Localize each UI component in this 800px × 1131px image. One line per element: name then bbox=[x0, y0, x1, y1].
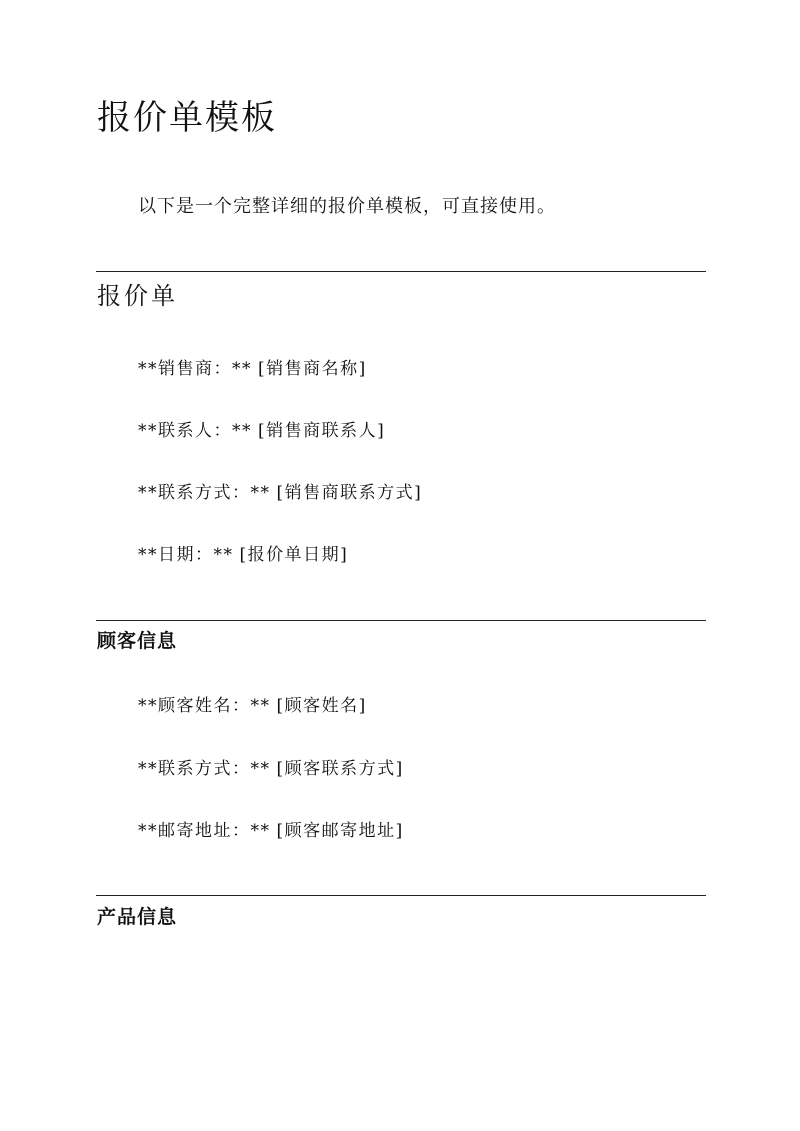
field-label: **顾客姓名：** bbox=[138, 696, 271, 716]
field-customer-address bbox=[138, 819, 404, 843]
intro-text: 以下是一个完整详细的报价单模板，可直接使用。 bbox=[138, 196, 556, 217]
field-label: **联系方式：** bbox=[138, 483, 271, 503]
field-seller bbox=[138, 357, 367, 381]
field-customer-name bbox=[138, 694, 367, 718]
section-divider bbox=[96, 271, 706, 272]
field-label: **销售商：** bbox=[138, 359, 252, 379]
field-label: **联系方式：** bbox=[138, 759, 271, 779]
field-value: [报价单日期] bbox=[239, 545, 349, 565]
field-customer-contact bbox=[138, 757, 404, 781]
page-title: 报价单模板 bbox=[97, 98, 277, 138]
field-label: **日期：** bbox=[138, 545, 234, 565]
section-divider bbox=[96, 620, 706, 621]
field-value: [销售商联系人] bbox=[258, 421, 386, 441]
field-contact-person bbox=[138, 419, 385, 443]
field-value: [销售商名称] bbox=[258, 359, 367, 379]
section-divider bbox=[96, 895, 706, 896]
section-heading-quotation: 报价单 bbox=[97, 282, 178, 310]
field-seller-contact bbox=[138, 481, 422, 505]
field-value: [销售商联系方式] bbox=[276, 483, 423, 503]
field-date bbox=[138, 543, 348, 567]
section-heading-customer: 顾客信息 bbox=[97, 630, 178, 652]
field-value: [顾客联系方式] bbox=[276, 759, 404, 779]
field-label: **邮寄地址：** bbox=[138, 821, 271, 841]
field-value: [顾客姓名] bbox=[276, 696, 367, 716]
field-label: **联系人：** bbox=[138, 421, 252, 441]
section-heading-product: 产品信息 bbox=[97, 906, 178, 928]
field-value: [顾客邮寄地址] bbox=[276, 821, 404, 841]
